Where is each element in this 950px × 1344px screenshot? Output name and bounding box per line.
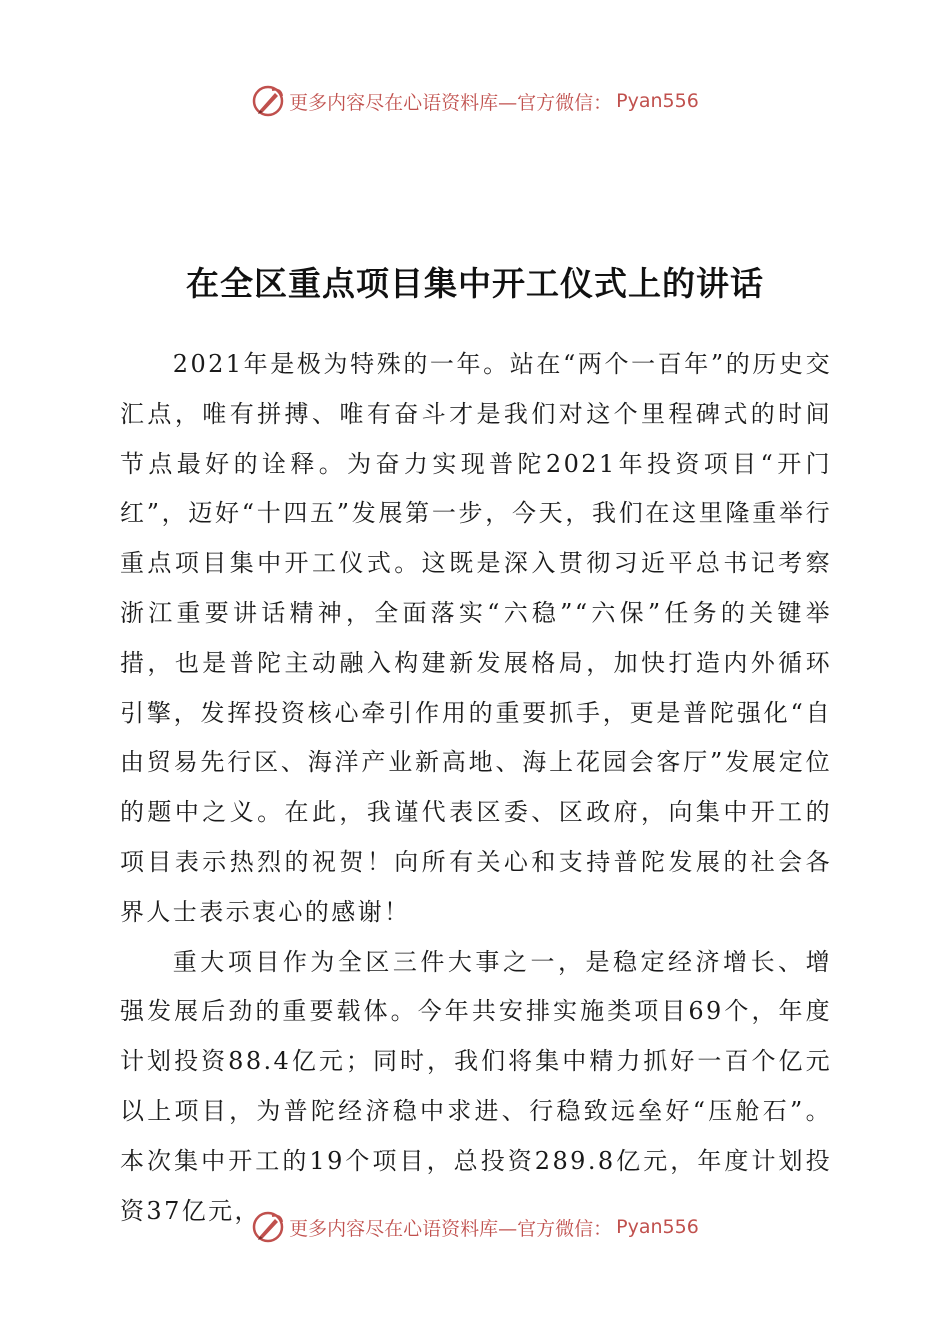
pen-circle-logo-icon (251, 1210, 285, 1244)
paragraph-1: 2021年是极为特殊的一年。站在“两个一百年”的历史交汇点，唯有拼搏、唯有奋斗才是我们对这个里程碑式的时间节点最好的诠释。为奋力实现普陀2021年投资项目“开门红”，迈好“十四五”发展第一步，今天，我们在这里隆重举行重点项目集中开工仪式。这既是深入贯彻习近平总书记考察浙江重要讲话精神，全面落实“六稳”“六保”任务的关键举措，也是普陀主动融入构建新发展格局，加快打造内外循环引擎，发挥投资核心牵引作用的重要抓手，更是普陀强化“自由贸易先行区、海洋产业新高地、海上花园会客厅”发展定位的题中之义。在此，我谨代表区委、区政府，向集中开工的项目表示热烈的祝贺！向所有关心和支持普陀发展的社会各界人士表示衷心的感谢！ (120, 350, 832, 926)
footer-watermark (0, 1210, 950, 1244)
wechat-id: Pyan556 (616, 1216, 699, 1238)
pen-circle-logo-icon (251, 84, 285, 118)
document-title: 在全区重点项目集中开工仪式上的讲话 (186, 264, 764, 303)
wechat-id: Pyan556 (616, 90, 699, 112)
watermark-text: 更多内容尽在心语资料库—官方微信： (289, 91, 613, 114)
watermark-text: 更多内容尽在心语资料库—官方微信： (289, 1217, 613, 1240)
document-body (120, 340, 832, 1236)
paragraph-2: 重大项目作为全区三件大事之一，是稳定经济增长、增强发展后劲的重要载体。今年共安排实施类项目69个，年度计划投资88.4亿元；同时，我们将集中精力抓好一百个亿元以上项目，为普陀经济稳中求进、行稳致远垒好“压舱石”。本次集中开工的19个项目，总投资289.8亿元，年度计划投资37亿元， (120, 947, 832, 1225)
header-watermark (0, 84, 950, 118)
